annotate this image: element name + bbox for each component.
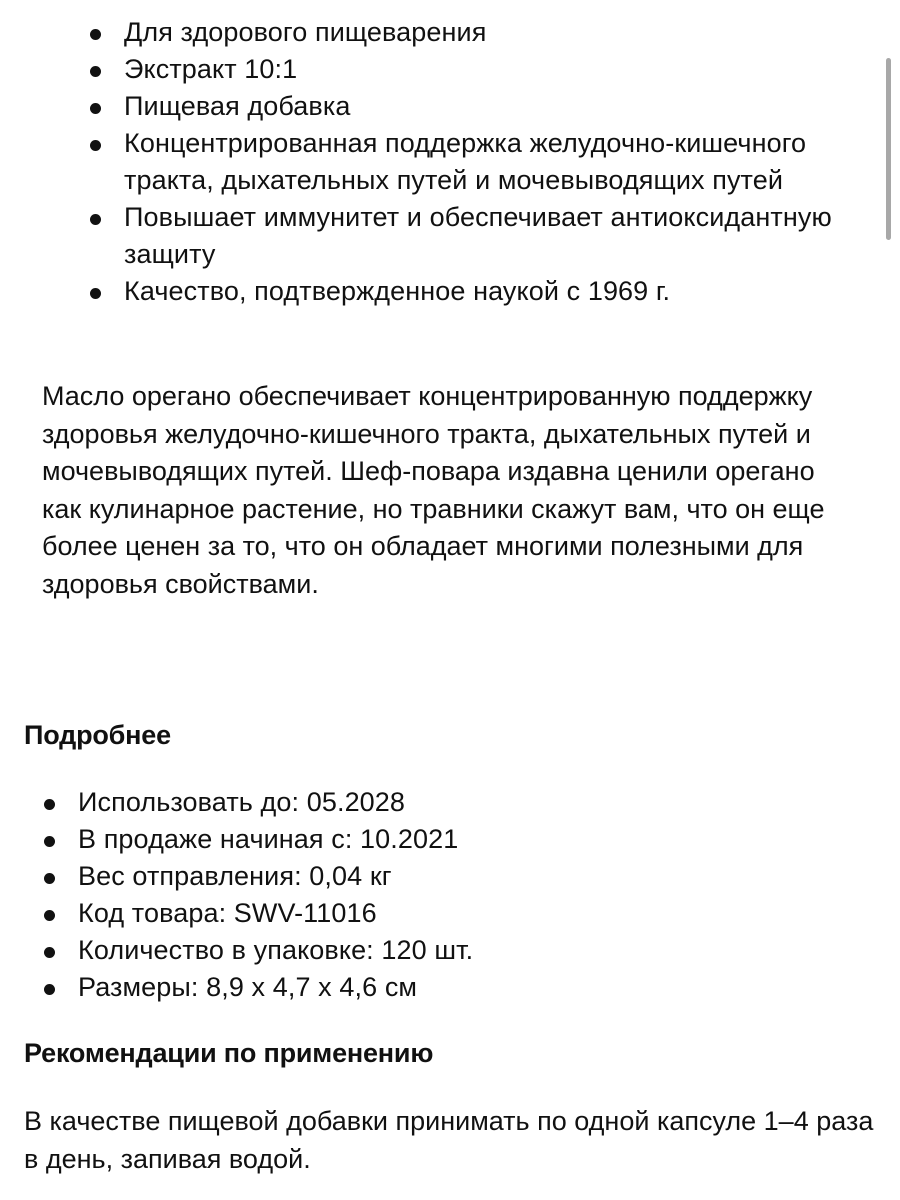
feature-item: Экстракт 10:1 bbox=[88, 51, 848, 88]
details-item: Использовать до: 05.2028 bbox=[42, 784, 842, 821]
feature-item: Качество, подтвержденное наукой с 1969 г. bbox=[88, 273, 848, 310]
usage-text: В качестве пищевой добавки принимать по одной капсуле 1–4 раза в день, запивая водой. bbox=[24, 1106, 874, 1174]
details-list bbox=[42, 784, 842, 1006]
details-item: Вес отправления: 0,04 кг bbox=[42, 858, 842, 895]
details-item: Код товара: SWV-11016 bbox=[42, 895, 842, 932]
feature-item: Повышает иммунитет и обеспечивает антиоксидантную защиту bbox=[88, 199, 848, 273]
details-item: В продаже начиная с: 10.2021 bbox=[42, 821, 842, 858]
vertical-scrollbar[interactable] bbox=[886, 58, 891, 240]
details-item: Размеры: 8,9 x 4,7 x 4,6 см bbox=[42, 969, 842, 1006]
feature-item: Концентрированная поддержка желудочно-кишечного тракта, дыхательных путей и мочевыводящих путей bbox=[88, 125, 848, 199]
feature-item: Для здорового пищеварения bbox=[88, 14, 848, 51]
usage-heading: Рекомендации по применению bbox=[24, 1038, 434, 1068]
details-item: Количество в упаковке: 120 шт. bbox=[42, 932, 842, 969]
product-description: Масло орегано обеспечивает концентрированную поддержку здоровья желудочно-кишечного тракта, дыхательных путей и мочевыводящих путей. Шеф-повара издавна ценили орегано как кулинарное растение, но травники скажут вам, что он еще более ценен за то, что он обладает многими полезными для здоровья свойствами. bbox=[42, 381, 825, 599]
feature-item: Пищевая добавка bbox=[88, 88, 848, 125]
details-heading: Подробнее bbox=[24, 720, 171, 750]
feature-list bbox=[88, 14, 848, 310]
